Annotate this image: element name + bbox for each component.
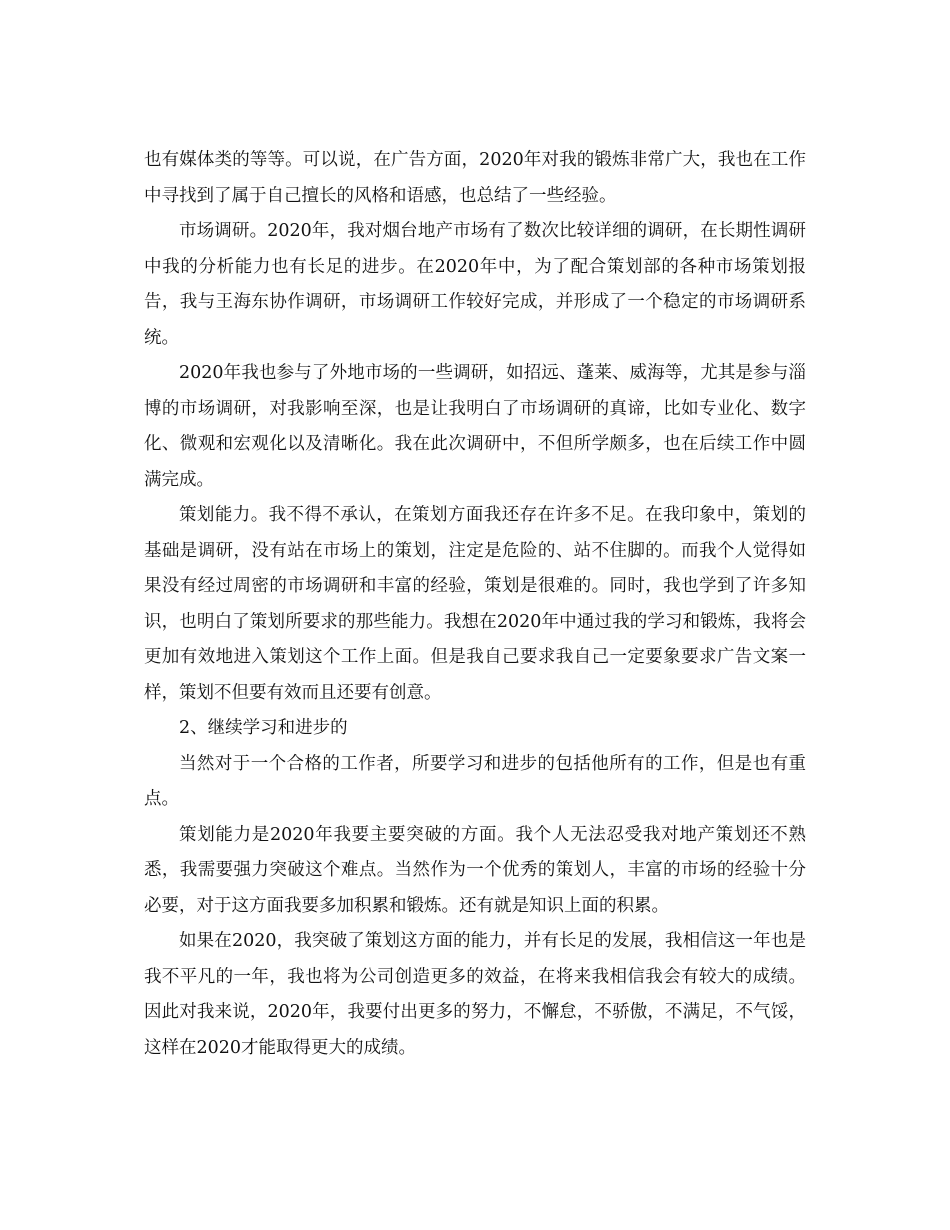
paragraph-advertising-summary: 也有媒体类的等等。可以说，在广告方面，2020年对我的锻炼非常广大，我也在工作中寻找到了属于自己擅长的风格和语感，也总结了一些经验。 — [144, 150, 806, 206]
paragraph-planning-breakthrough: 策划能力是2020年我要主要突破的方面。我个人无法忍受我对地产策划还不熟悉，我需要强力突破这个难点。当然作为一个优秀的策划人，丰富的市场的经验十分必要，对于这方面我要多加积累和锻炼。还有就是知识上面的积累。 — [144, 824, 806, 916]
paragraph-external-research: 2020年我也参与了外地市场的一些调研，如招远、蓬莱、威海等，尤其是参与淄博的市场调研，对我影响至深，也是让我明白了市场调研的真谛，比如专业化、数字化、微观和宏观化以及清晰化。我在此次调研中，不但所学颇多，也在后续工作中圆满完成。 — [144, 363, 806, 490]
paragraph-learning-focus: 当然对于一个合格的工作者，所要学习和进步的包括他所有的工作，但是也有重点。 — [144, 753, 806, 809]
section-heading-continued-learning: 2、继续学习和进步的 — [179, 718, 348, 738]
paragraph-conclusion: 如果在2020，我突破了策划这方面的能力，并有长足的发展，我相信这一年也是我不平凡的一年，我也将为公司创造更多的效益，在将来我相信我会有较大的成绩。因此对我来说，2020年，我要付出更多的努力，不懈怠，不骄傲，不满足，不气馁，这样在2020才能取得更大的成绩。 — [144, 931, 806, 1058]
paragraph-planning-ability: 策划能力。我不得不承认，在策划方面我还存在许多不足。在我印象中，策划的基础是调研，没有站在市场上的策划，注定是危险的、站不住脚的。而我个人觉得如果没有经过周密的市场调研和丰富的经验，策划是很难的。同时，我也学到了许多知识，也明白了策划所要求的那些能力。我想在2020年中通过我的学习和锻炼，我将会更加有效地进入策划这个工作上面。但是我自己要求我自己一定要象要求广告文案一样，策划不但要有效而且还要有创意。 — [144, 505, 806, 703]
paragraph-market-research: 市场调研。2020年，我对烟台地产市场有了数次比较详细的调研，在长期性调研中我的分析能力也有长足的进步。在2020年中，为了配合策划部的各种市场策划报告，我与王海东协作调研，市场调研工作较好完成，并形成了一个稳定的市场调研系统。 — [144, 221, 806, 348]
document-page — [144, 143, 806, 1066]
